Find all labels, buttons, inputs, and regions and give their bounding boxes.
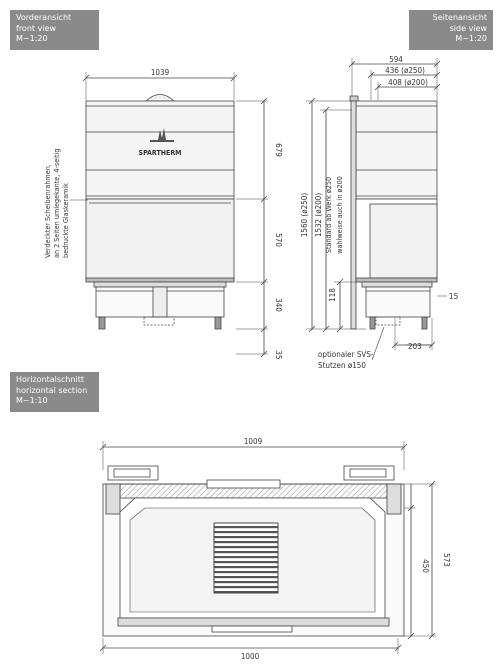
side-view-title: Seitenansicht bbox=[432, 13, 487, 22]
front-view bbox=[70, 72, 268, 357]
flue-dome bbox=[146, 95, 174, 102]
section-dim-573: 573 bbox=[442, 553, 451, 567]
side-dim-203: 203 bbox=[408, 342, 422, 351]
brand-logo-text: SPARTHERM bbox=[138, 149, 182, 157]
front-leg-right bbox=[215, 317, 221, 329]
section-dim-450: 450 bbox=[421, 559, 430, 573]
connector-note-line1: optionaler SVS- bbox=[318, 350, 374, 359]
side-dim-436: 436 (ø250) bbox=[385, 66, 425, 75]
glass-note-line2: an 2 Seiten umlegekante, 4-seitig bbox=[52, 148, 61, 258]
side-view-scale: M~1:20 bbox=[455, 34, 487, 43]
side-view-subtitle: side view bbox=[449, 23, 487, 33]
side-dim-118: 118 bbox=[328, 288, 337, 302]
front-view-subtitle: front view bbox=[16, 23, 56, 33]
horizontal-section-subtitle: horizontal section bbox=[16, 385, 88, 395]
side-dim-408: 408 (ø200) bbox=[388, 78, 428, 87]
ash-grate bbox=[214, 523, 278, 593]
front-glass bbox=[86, 199, 234, 281]
side-hood bbox=[356, 101, 437, 199]
front-view-title: Vorderansicht bbox=[16, 13, 72, 22]
horizontal-section-scale: M~1:10 bbox=[16, 396, 48, 405]
side-base bbox=[366, 287, 430, 317]
section-dim-1000: 1000 bbox=[240, 652, 260, 661]
front-view-scale: M~1:20 bbox=[16, 34, 48, 43]
front-dim-570: 570 bbox=[274, 233, 283, 247]
glass-note-line3: bedruckte Glaskeramik bbox=[61, 183, 70, 258]
horizontal-section-title: Horizontalschnitt bbox=[16, 375, 85, 384]
section-dim-1009: 1009 bbox=[243, 437, 263, 446]
front-dim-35: 35 bbox=[274, 350, 283, 360]
standard-note-line2: wahlweise auch in ø200 bbox=[335, 176, 344, 254]
horizontal-section bbox=[100, 441, 436, 654]
glass-note-line1: Verdeckter Scheibenrahmen, bbox=[43, 164, 52, 258]
front-dim-340: 340 bbox=[274, 298, 283, 312]
side-dim-1560: 1560 (ø250) bbox=[300, 192, 309, 238]
front-width-dim: 1039 bbox=[150, 68, 170, 77]
side-dim-15: 15 bbox=[449, 292, 459, 301]
front-dim-679: 679 bbox=[274, 143, 283, 157]
side-dim-1532: 1532 (ø200) bbox=[314, 192, 323, 238]
front-leg-left bbox=[99, 317, 105, 329]
connector-note-line2: Stutzen ø150 bbox=[318, 361, 366, 370]
standard-note-line1: Standard ab Werk ø250 bbox=[324, 176, 333, 254]
side-dim-594: 594 bbox=[389, 55, 403, 64]
